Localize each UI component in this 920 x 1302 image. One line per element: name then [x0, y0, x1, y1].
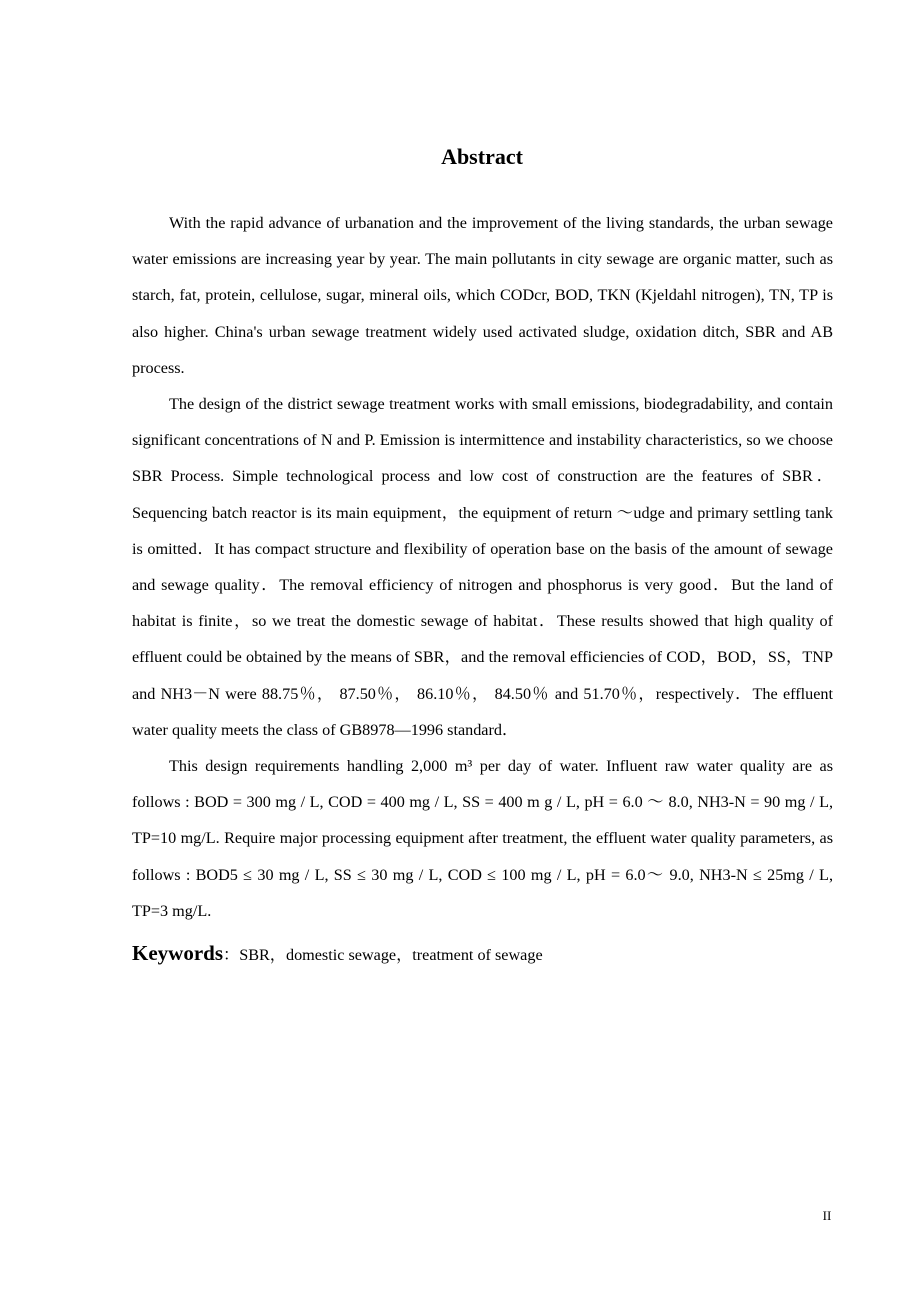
keywords-separator: ： — [223, 946, 240, 965]
keywords-label: Keywords — [132, 941, 223, 966]
abstract-paragraph-3: This design requirements handling 2,000 m³ per day of water. Influent raw water quality are as follows : BOD = 300 mg / L, COD = 400 mg / L, SS = 400 m g / L, pH = 6.0 ～ 8.0, NH3-N = 90 mg / L, TP=10 mg/L. Require major processing equipment after treatment, the effluent water quality parameters, as follows : BOD5 ≤ 30 mg / L, SS ≤ 30 mg / L, COD ≤ 100 mg / L, pH = 6.0～ 9.0, NH3-N ≤ 25mg / L, TP=3 mg/L. — [132, 757, 833, 920]
keywords-line — [132, 935, 833, 973]
abstract-paragraph-1: With the rapid advance of urbanation and the improvement of the living standards, the urban sewage water emissions are increasing year by year. The main pollutants in city sewage are organic matter, such as starch, fat, protein, cellulose, sugar, mineral oils, which CODcr, BOD, TKN (Kjeldahl nitrogen), TN, TP is also higher. China's urban sewage treatment widely used activated sludge, oxidation ditch, SBR and AB process. — [132, 214, 833, 377]
keywords-text: SBR，domestic sewage，treatment of sewage — [239, 946, 543, 965]
abstract-body — [132, 205, 833, 973]
abstract-paragraph-2: The design of the district sewage treatment works with small emissions, biodegradability, and contain significant concentrations of N and P. Emission is intermittence and instability characteristics, so we choose SBR Process. Simple technological process and low cost of construction are the features of SBR．Sequencing batch reactor is its main equipment，the equipment of return ～udge and primary settling tank is omitted．It has compact structure and flexibility of operation base on the basis of the amount of sewage and sewage quality．The removal efficiency of nitrogen and phosphorus is very good．But the land of habitat is finite，so we treat the domestic sewage of habitat．These results showed that high quality of effluent could be obtained by the means of SBR，and the removal efficiencies of COD，BOD，SS，TNP and NH3－N were 88.75％， 87.50％， 86.10％， 84.50％ and 51.70％，respectively．The effluent water quality meets the class of GB8978—1996 standard． — [132, 395, 833, 739]
page-number: II — [822, 1208, 832, 1223]
page-title: Abstract — [441, 144, 523, 169]
